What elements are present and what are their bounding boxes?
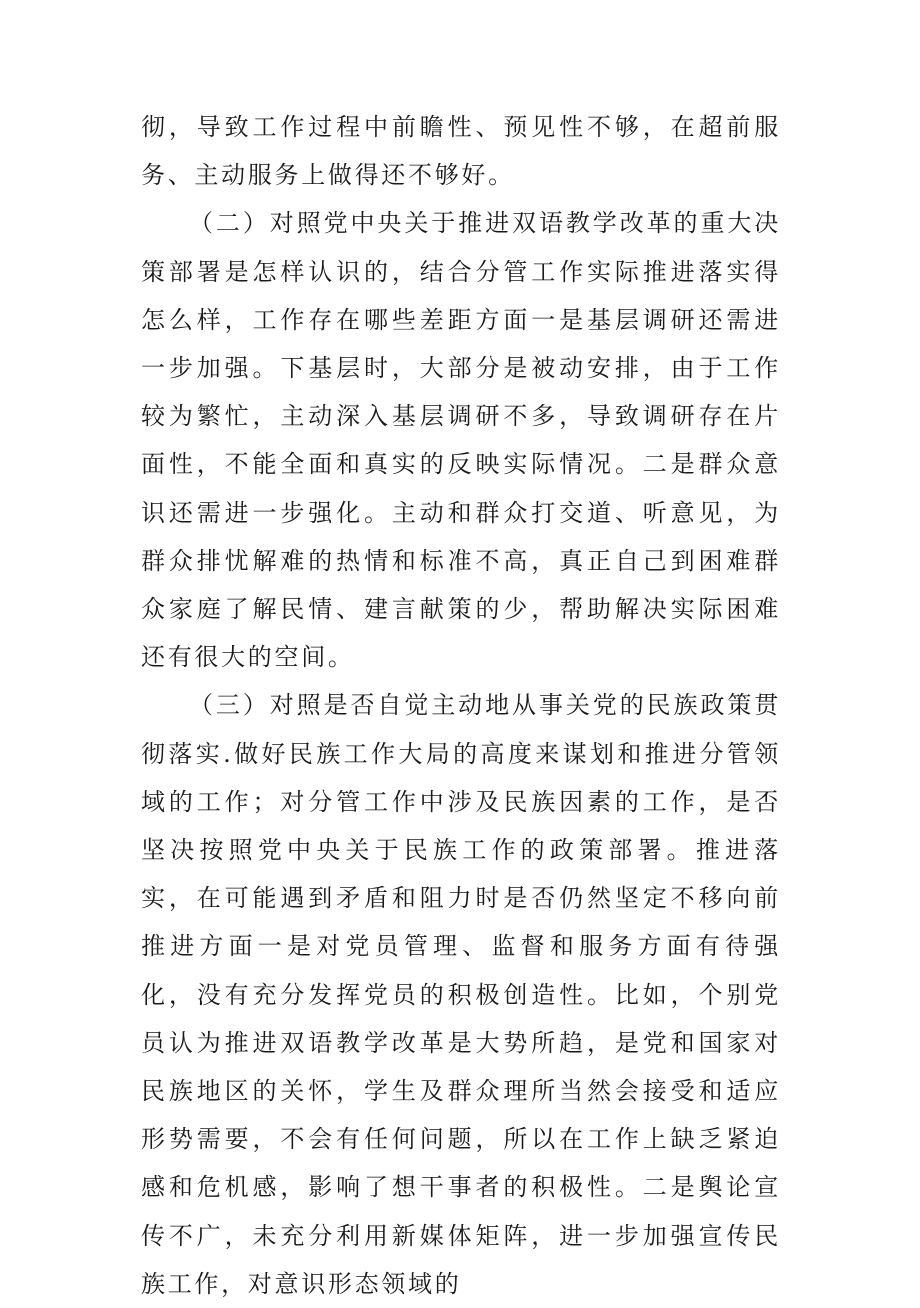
document-body (141, 103, 781, 1308)
paragraph-section-two: （二）对照党中央关于推进双语教学改革的重大决策部署是怎样认识的，结合分管工作实际推进落实得怎么样，工作存在哪些差距方面一是基层调研还需进一步加强。下基层时，大部分是被动安排，由于工作较为繁忙，主动深入基层调研不多，导致调研存在片面性，不能全面和真实的反映实际情况。二是群众意识还需进一步强化。主动和群众打交道、听意见，为群众排忧解难的热情和标准不高，真正自己到困难群众家庭了解民情、建言献策的少，帮助解决实际困难还有很大的空间。 (141, 209, 781, 672)
paragraph-section-three: （三）对照是否自觉主动地从事关党的民族政策贯彻落实.做好民族工作大局的高度来谋划和推进分管领域的工作；对分管工作中涉及民族因素的工作，是否坚决按照党中央关于民族工作的政策部署。推进落实，在可能遇到矛盾和阻力时是否仍然坚定不移向前推进方面一是对党员管理、监督和服务方面有待强化，没有充分发挥党员的积极创造性。比如，个别党员认为推进双语教学改革是大势所趋，是党和国家对民族地区的关怀，学生及群众理所当然会接受和适应形势需要，不会有任何问题，所以在工作上缺乏紧迫感和危机感，影响了想干事者的积极性。二是舆论宣传不广，未充分利用新媒体矩阵，进一步加强宣传民族工作，对意识形态领域的 (141, 691, 781, 1298)
paragraph-continuation: 彻，导致工作过程中前瞻性、预见性不够，在超前服务、主动服务上做得还不够好。 (141, 113, 781, 190)
